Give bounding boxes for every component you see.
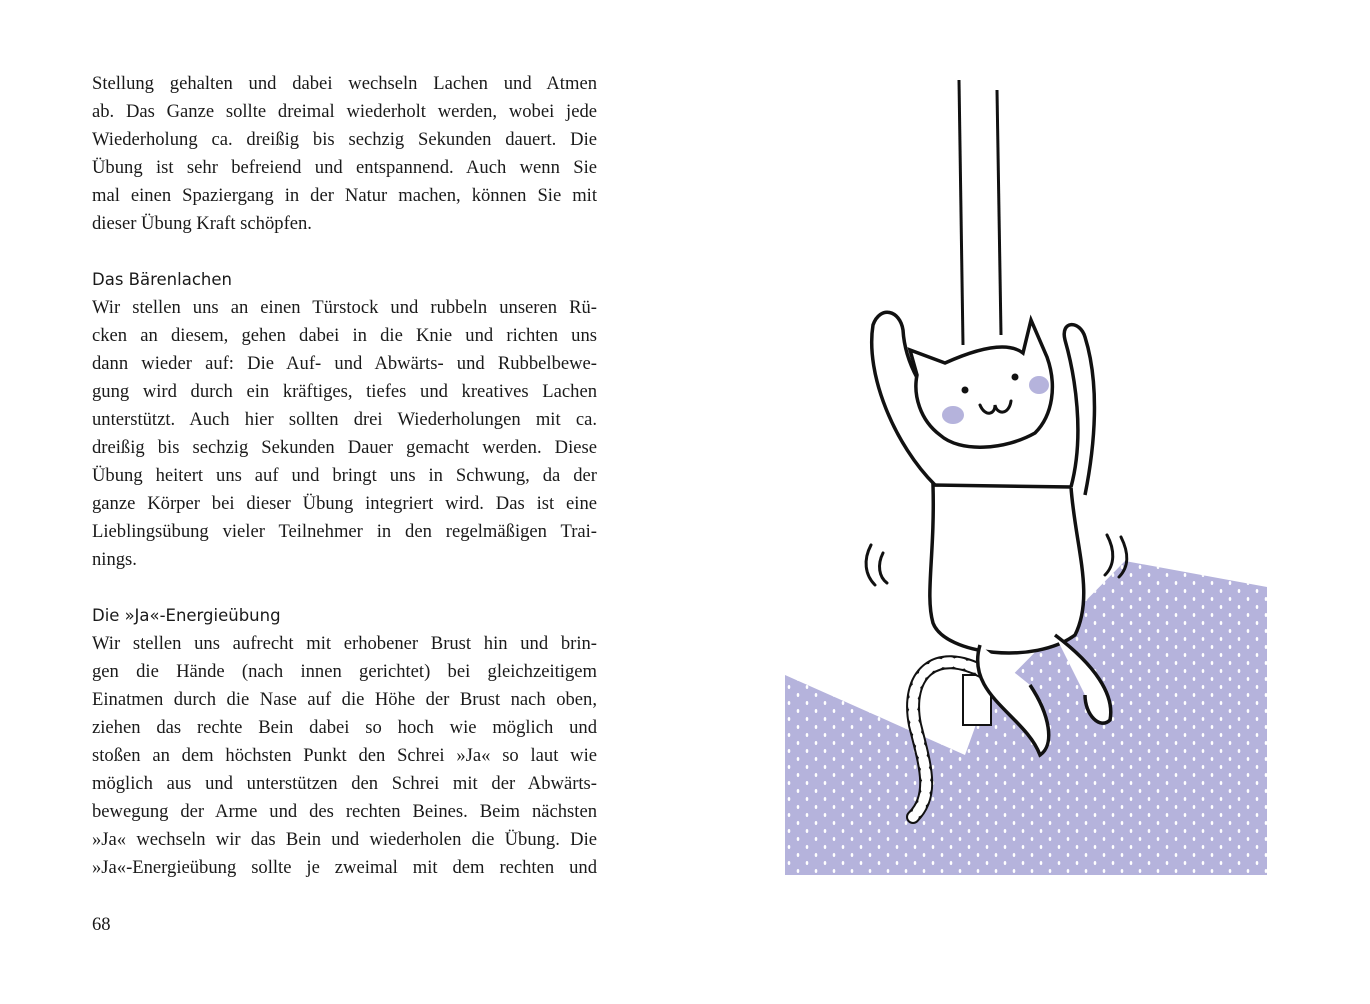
- text-line: ganze Körper bei dieser Übung integriert wird. Das ist eine: [92, 493, 597, 514]
- cat-eye-left: [962, 387, 969, 394]
- text-line: dieser Übung Kraft schöpfen.: [92, 213, 312, 234]
- ja-energieuebung-paragraph: [92, 630, 597, 882]
- text-line: ziehen das rechte Bein dabei so hoch wie möglich und: [92, 717, 597, 738]
- text-line: stoßen an dem höchsten Punkt den Schrei »Ja« so laut wie: [92, 745, 597, 766]
- cat-cheek-left: [942, 406, 964, 424]
- text-line: Lieblingsübung vieler Teilnehmer in den regelmäßigen Trai-: [92, 521, 597, 542]
- text-line: bewegung der Arme und des rechten Beines. Beim nächsten: [92, 801, 597, 822]
- text-line: gen die Hände (nach innen gerichtet) bei gleichzeitigem: [92, 661, 597, 682]
- section-heading-ja-energieuebung: Die »Ja«-Energieübung: [92, 606, 281, 625]
- section-heading-baerenlachen: Das Bärenlachen: [92, 270, 232, 289]
- text-column: [92, 70, 597, 882]
- text-line: »Ja« wechseln wir das Bein und wiederholen die Übung. Die: [92, 829, 597, 850]
- cat-arm-right: [1064, 325, 1094, 495]
- text-line: nings.: [92, 549, 137, 570]
- text-line: Übung heitert uns auf und bringt uns in Schwung, da der: [92, 465, 597, 486]
- cat-illustration: [785, 75, 1277, 875]
- text-line: dreißig bis sechzig Sekunden Dauer gemacht werden. Diese: [92, 437, 597, 458]
- text-line: Übung ist sehr befreiend und entspannend. Auch wenn Sie: [92, 157, 597, 178]
- text-line: ab. Das Ganze sollte dreimal wiederholt werden, wobei jede: [92, 101, 597, 122]
- text-line: möglich aus und unterstützen den Schrei mit der Abwärts-: [92, 773, 597, 794]
- text-line: dann wieder auf: Die Auf- und Abwärts- und Rubbelbewe-: [92, 353, 597, 374]
- text-line: Stellung gehalten und dabei wechseln Lachen und Atmen: [92, 73, 597, 94]
- cat-body: [930, 485, 1084, 653]
- text-line: Wir stellen uns aufrecht mit erhobener Brust hin und brin-: [92, 633, 597, 654]
- cat-cheek-right: [1029, 376, 1049, 394]
- text-line: mal einen Spaziergang in der Natur machen, können Sie mit: [92, 185, 597, 206]
- text-line: unterstützt. Auch hier sollten drei Wiederholungen mit ca.: [92, 409, 597, 430]
- text-line: Einatmen durch die Nase auf die Höhe der Brust nach oben,: [92, 689, 597, 710]
- text-line: »Ja«-Energieübung sollte je zweimal mit dem rechten und: [92, 857, 597, 878]
- motion-lines-left: [866, 545, 887, 585]
- text-line: cken an diesem, gehen dabei in die Knie und richten uns: [92, 325, 597, 346]
- text-line: Wir stellen uns an einen Türstock und rubbeln unseren Rü-: [92, 297, 597, 318]
- door-frame: [959, 80, 963, 345]
- baerenlachen-paragraph: [92, 294, 597, 574]
- page-number: 68: [92, 914, 111, 935]
- text-line: gung wird durch ein kräftiges, tiefes und kreatives Lachen: [92, 381, 597, 402]
- text-line: Wiederholung ca. dreißig bis sechzig Sekunden dauert. Die: [92, 129, 597, 150]
- cat-eye-right: [1012, 374, 1019, 381]
- intro-paragraph: [92, 70, 597, 238]
